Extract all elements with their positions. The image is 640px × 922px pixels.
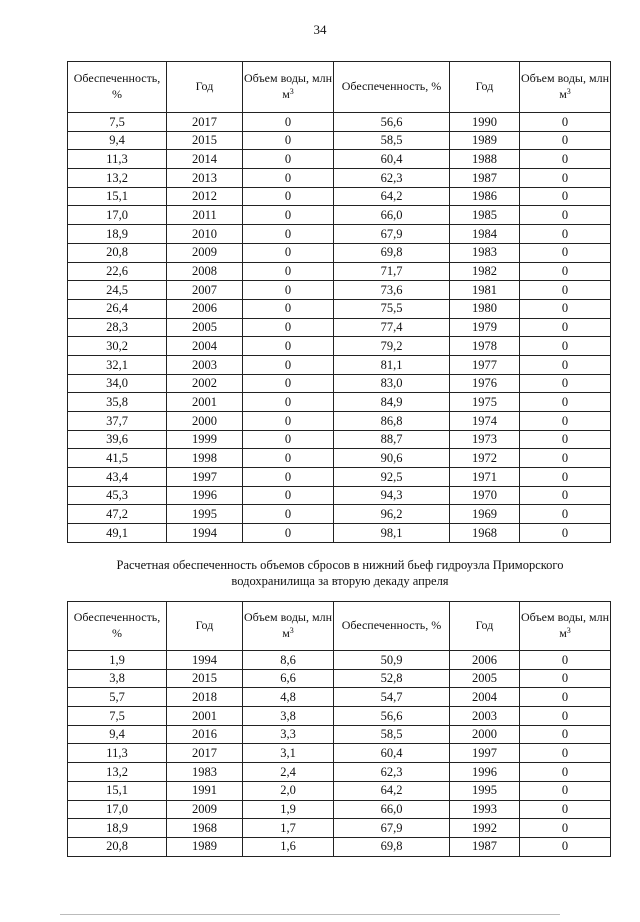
cell-year-right: 1973 (450, 430, 520, 449)
table-row (68, 707, 611, 726)
cell-volume-right: 0 (520, 651, 611, 670)
cell-volume-right: 0 (520, 763, 611, 782)
cell-year-right: 1975 (450, 393, 520, 412)
cell-volume-right: 0 (520, 819, 611, 838)
cell-provision-right: 58,5 (334, 131, 450, 150)
cell-year: 2015 (167, 669, 243, 688)
table-row (68, 206, 611, 225)
cell-volume-right: 0 (520, 374, 611, 393)
cell-volume: 3,3 (243, 725, 334, 744)
cell-volume-right: 0 (520, 225, 611, 244)
table-row (68, 412, 611, 431)
table-row (68, 243, 611, 262)
cell-volume-right: 0 (520, 393, 611, 412)
table-row (68, 763, 611, 782)
cell-volume-right: 0 (520, 837, 611, 856)
table-row (68, 374, 611, 393)
cell-year: 1994 (167, 524, 243, 543)
cell-year-right: 2000 (450, 725, 520, 744)
cell-year-right: 1989 (450, 131, 520, 150)
cell-provision-right: 71,7 (334, 262, 450, 281)
cell-volume: 0 (243, 225, 334, 244)
cell-year: 2015 (167, 131, 243, 150)
header-provision: Обеспеченность, % (68, 602, 167, 651)
cell-provision: 34,0 (68, 374, 167, 393)
cell-volume-right: 0 (520, 707, 611, 726)
cell-year-right: 1971 (450, 468, 520, 487)
cell-volume-right: 0 (520, 206, 611, 225)
cell-provision-right: 67,9 (334, 819, 450, 838)
table-row (68, 225, 611, 244)
table-row (68, 819, 611, 838)
cell-provision: 3,8 (68, 669, 167, 688)
cell-provision: 15,1 (68, 187, 167, 206)
cell-year-right: 1972 (450, 449, 520, 468)
cell-year-right: 2003 (450, 707, 520, 726)
table-row (68, 486, 611, 505)
cell-provision-right: 60,4 (334, 744, 450, 763)
table-row (68, 651, 611, 670)
header-provision-right: Обеспеченность, % (334, 62, 450, 113)
cell-year: 2010 (167, 225, 243, 244)
cell-year: 2018 (167, 688, 243, 707)
table-row (68, 744, 611, 763)
page-number: 34 (313, 22, 327, 37)
cell-provision-right: 64,2 (334, 187, 450, 206)
cell-provision-right: 66,0 (334, 800, 450, 819)
cell-provision: 28,3 (68, 318, 167, 337)
cell-year-right: 1982 (450, 262, 520, 281)
cell-year-right: 1987 (450, 169, 520, 188)
cell-provision: 32,1 (68, 355, 167, 374)
cell-provision-right: 69,8 (334, 243, 450, 262)
header-volume-superscript: 3 (566, 626, 571, 635)
cell-provision-right: 94,3 (334, 486, 450, 505)
cell-provision-right: 77,4 (334, 318, 450, 337)
table-row (68, 669, 611, 688)
table-row (68, 187, 611, 206)
table-row (68, 725, 611, 744)
cell-volume: 3,8 (243, 707, 334, 726)
cell-volume: 0 (243, 355, 334, 374)
header-volume (243, 62, 334, 113)
cell-volume-right: 0 (520, 243, 611, 262)
cell-year: 2001 (167, 707, 243, 726)
table-row (68, 337, 611, 356)
cell-year-right: 1977 (450, 355, 520, 374)
scan-edge-line (60, 914, 560, 915)
cell-provision: 17,0 (68, 800, 167, 819)
cell-year: 2005 (167, 318, 243, 337)
header-volume-superscript: 3 (566, 87, 571, 96)
cell-year-right: 2005 (450, 669, 520, 688)
cell-year: 2002 (167, 374, 243, 393)
cell-provision: 13,2 (68, 169, 167, 188)
cell-provision: 11,3 (68, 150, 167, 169)
cell-year-right: 1996 (450, 763, 520, 782)
table-row (68, 169, 611, 188)
header-volume-right (520, 62, 611, 113)
cell-year: 1995 (167, 505, 243, 524)
cell-volume: 0 (243, 169, 334, 188)
cell-year: 2014 (167, 150, 243, 169)
cell-volume: 1,9 (243, 800, 334, 819)
cell-volume-right: 0 (520, 669, 611, 688)
cell-volume: 0 (243, 113, 334, 132)
cell-year: 2008 (167, 262, 243, 281)
header-provision-right: Обеспеченность, % (334, 602, 450, 651)
cell-provision-right: 56,6 (334, 113, 450, 132)
table-row (68, 837, 611, 856)
cell-provision: 22,6 (68, 262, 167, 281)
header-volume-label: Объем воды, млн м (243, 610, 332, 640)
cell-provision: 45,3 (68, 486, 167, 505)
cell-volume: 0 (243, 318, 334, 337)
cell-year-right: 1976 (450, 374, 520, 393)
cell-year: 2013 (167, 169, 243, 188)
cell-provision: 35,8 (68, 393, 167, 412)
cell-provision-right: 54,7 (334, 688, 450, 707)
cell-provision: 9,4 (68, 725, 167, 744)
cell-volume: 2,4 (243, 763, 334, 782)
cell-year: 1999 (167, 430, 243, 449)
cell-year-right: 2004 (450, 688, 520, 707)
cell-provision-right: 60,4 (334, 150, 450, 169)
cell-volume: 1,7 (243, 819, 334, 838)
cell-provision-right: 62,3 (334, 763, 450, 782)
cell-provision-right: 81,1 (334, 355, 450, 374)
table-caption (60, 557, 620, 589)
cell-volume-right: 0 (520, 150, 611, 169)
cell-volume-right: 0 (520, 781, 611, 800)
cell-year: 1989 (167, 837, 243, 856)
cell-volume: 0 (243, 430, 334, 449)
table-row (68, 131, 611, 150)
cell-volume: 0 (243, 468, 334, 487)
cell-volume-right: 0 (520, 318, 611, 337)
cell-year-right: 1984 (450, 225, 520, 244)
cell-provision: 7,5 (68, 113, 167, 132)
table-row (68, 781, 611, 800)
cell-year: 1998 (167, 449, 243, 468)
cell-year: 2017 (167, 113, 243, 132)
table-body (68, 113, 611, 543)
cell-provision: 18,9 (68, 225, 167, 244)
cell-provision: 41,5 (68, 449, 167, 468)
cell-year-right: 1987 (450, 837, 520, 856)
cell-provision: 17,0 (68, 206, 167, 225)
header-volume-right (520, 602, 611, 651)
provision-table-2 (67, 601, 611, 857)
cell-year-right: 1979 (450, 318, 520, 337)
cell-provision-right: 50,9 (334, 651, 450, 670)
cell-provision-right: 69,8 (334, 837, 450, 856)
cell-provision: 7,5 (68, 707, 167, 726)
cell-provision-right: 84,9 (334, 393, 450, 412)
header-volume (243, 602, 334, 651)
table-row (68, 262, 611, 281)
cell-volume: 8,6 (243, 651, 334, 670)
cell-volume: 0 (243, 524, 334, 543)
cell-year: 1997 (167, 468, 243, 487)
cell-provision: 18,9 (68, 819, 167, 838)
cell-provision-right: 79,2 (334, 337, 450, 356)
cell-volume-right: 0 (520, 800, 611, 819)
table-row (68, 800, 611, 819)
cell-provision: 30,2 (68, 337, 167, 356)
cell-provision-right: 62,3 (334, 169, 450, 188)
cell-provision-right: 83,0 (334, 374, 450, 393)
cell-volume-right: 0 (520, 430, 611, 449)
cell-volume-right: 0 (520, 131, 611, 150)
cell-year: 2004 (167, 337, 243, 356)
cell-volume-right: 0 (520, 262, 611, 281)
cell-provision-right: 64,2 (334, 781, 450, 800)
table-row (68, 393, 611, 412)
table-body (68, 651, 611, 857)
table-row (68, 299, 611, 318)
cell-year: 1996 (167, 486, 243, 505)
cell-volume: 0 (243, 393, 334, 412)
cell-provision-right: 90,6 (334, 449, 450, 468)
cell-provision: 1,9 (68, 651, 167, 670)
cell-year: 2000 (167, 412, 243, 431)
cell-year-right: 1993 (450, 800, 520, 819)
cell-provision: 15,1 (68, 781, 167, 800)
cell-volume-right: 0 (520, 486, 611, 505)
cell-year-right: 1980 (450, 299, 520, 318)
cell-volume: 0 (243, 412, 334, 431)
cell-provision: 47,2 (68, 505, 167, 524)
cell-year-right: 1981 (450, 281, 520, 300)
table-row (68, 449, 611, 468)
table-row (68, 281, 611, 300)
cell-provision-right: 58,5 (334, 725, 450, 744)
cell-volume: 0 (243, 243, 334, 262)
cell-year-right: 1969 (450, 505, 520, 524)
cell-provision-right: 98,1 (334, 524, 450, 543)
cell-volume: 6,6 (243, 669, 334, 688)
cell-provision-right: 67,9 (334, 225, 450, 244)
table-row (68, 430, 611, 449)
cell-volume: 0 (243, 374, 334, 393)
cell-provision: 13,2 (68, 763, 167, 782)
table-row (68, 150, 611, 169)
cell-volume-right: 0 (520, 524, 611, 543)
cell-provision: 49,1 (68, 524, 167, 543)
cell-volume-right: 0 (520, 688, 611, 707)
cell-volume: 4,8 (243, 688, 334, 707)
cell-year-right: 1986 (450, 187, 520, 206)
cell-provision-right: 75,5 (334, 299, 450, 318)
cell-volume: 0 (243, 206, 334, 225)
header-year: Год (167, 62, 243, 113)
cell-volume: 0 (243, 281, 334, 300)
cell-volume: 0 (243, 131, 334, 150)
cell-provision-right: 92,5 (334, 468, 450, 487)
header-volume-label: Объем воды, млн м (520, 71, 609, 101)
table-row (68, 688, 611, 707)
cell-year: 2009 (167, 800, 243, 819)
cell-volume: 2,0 (243, 781, 334, 800)
cell-provision: 39,6 (68, 430, 167, 449)
cell-volume: 3,1 (243, 744, 334, 763)
cell-year-right: 1978 (450, 337, 520, 356)
cell-volume-right: 0 (520, 187, 611, 206)
cell-provision-right: 88,7 (334, 430, 450, 449)
cell-year: 2007 (167, 281, 243, 300)
cell-volume: 0 (243, 262, 334, 281)
cell-provision-right: 73,6 (334, 281, 450, 300)
cell-year: 1994 (167, 651, 243, 670)
cell-provision-right: 56,6 (334, 707, 450, 726)
cell-volume-right: 0 (520, 355, 611, 374)
cell-volume-right: 0 (520, 725, 611, 744)
cell-provision-right: 96,2 (334, 505, 450, 524)
cell-year: 2012 (167, 187, 243, 206)
cell-volume: 0 (243, 449, 334, 468)
cell-volume-right: 0 (520, 505, 611, 524)
cell-provision: 24,5 (68, 281, 167, 300)
cell-provision: 37,7 (68, 412, 167, 431)
table-header-row (68, 602, 611, 651)
header-volume-label: Объем воды, млн м (243, 71, 332, 101)
cell-volume: 1,6 (243, 837, 334, 856)
cell-volume-right: 0 (520, 299, 611, 318)
cell-year-right: 1988 (450, 150, 520, 169)
cell-volume: 0 (243, 486, 334, 505)
cell-volume-right: 0 (520, 412, 611, 431)
cell-provision: 11,3 (68, 744, 167, 763)
cell-year: 1983 (167, 763, 243, 782)
cell-provision-right: 86,8 (334, 412, 450, 431)
caption-line-1: Расчетная обеспеченность объемов сбросов в нижний бьеф гидроузла Приморского (116, 558, 564, 572)
cell-year-right: 1974 (450, 412, 520, 431)
cell-provision: 43,4 (68, 468, 167, 487)
table-row (68, 318, 611, 337)
cell-year-right: 1968 (450, 524, 520, 543)
header-provision: Обеспеченность, % (68, 62, 167, 113)
cell-provision: 9,4 (68, 131, 167, 150)
cell-provision: 20,8 (68, 243, 167, 262)
cell-volume-right: 0 (520, 449, 611, 468)
cell-volume: 0 (243, 299, 334, 318)
cell-year: 2003 (167, 355, 243, 374)
table-row (68, 505, 611, 524)
cell-year-right: 1995 (450, 781, 520, 800)
cell-volume: 0 (243, 187, 334, 206)
table-row (68, 468, 611, 487)
cell-year: 1968 (167, 819, 243, 838)
cell-year-right: 1983 (450, 243, 520, 262)
cell-volume-right: 0 (520, 169, 611, 188)
cell-provision-right: 52,8 (334, 669, 450, 688)
cell-year: 2006 (167, 299, 243, 318)
header-volume-label: Объем воды, млн м (520, 610, 609, 640)
cell-year: 2016 (167, 725, 243, 744)
header-year: Год (167, 602, 243, 651)
cell-volume: 0 (243, 505, 334, 524)
table-row (68, 355, 611, 374)
table-header-row (68, 62, 611, 113)
header-year-right: Год (450, 62, 520, 113)
table-row (68, 113, 611, 132)
cell-year: 2017 (167, 744, 243, 763)
cell-year: 1991 (167, 781, 243, 800)
cell-year-right: 1985 (450, 206, 520, 225)
cell-year: 2009 (167, 243, 243, 262)
table-row (68, 524, 611, 543)
cell-year-right: 2006 (450, 651, 520, 670)
cell-volume-right: 0 (520, 281, 611, 300)
provision-table-1 (67, 61, 611, 543)
cell-volume: 0 (243, 337, 334, 356)
cell-year: 2001 (167, 393, 243, 412)
cell-year-right: 1990 (450, 113, 520, 132)
cell-year-right: 1997 (450, 744, 520, 763)
cell-provision-right: 66,0 (334, 206, 450, 225)
header-year-right: Год (450, 602, 520, 651)
cell-volume-right: 0 (520, 468, 611, 487)
caption-line-2: водохранилища за вторую декаду апреля (231, 574, 449, 588)
cell-volume: 0 (243, 150, 334, 169)
cell-year-right: 1970 (450, 486, 520, 505)
header-volume-superscript: 3 (289, 626, 294, 635)
header-volume-superscript: 3 (289, 87, 294, 96)
cell-year: 2011 (167, 206, 243, 225)
cell-provision: 26,4 (68, 299, 167, 318)
cell-provision: 5,7 (68, 688, 167, 707)
cell-provision: 20,8 (68, 837, 167, 856)
cell-year-right: 1992 (450, 819, 520, 838)
cell-volume-right: 0 (520, 337, 611, 356)
cell-volume-right: 0 (520, 113, 611, 132)
cell-volume-right: 0 (520, 744, 611, 763)
